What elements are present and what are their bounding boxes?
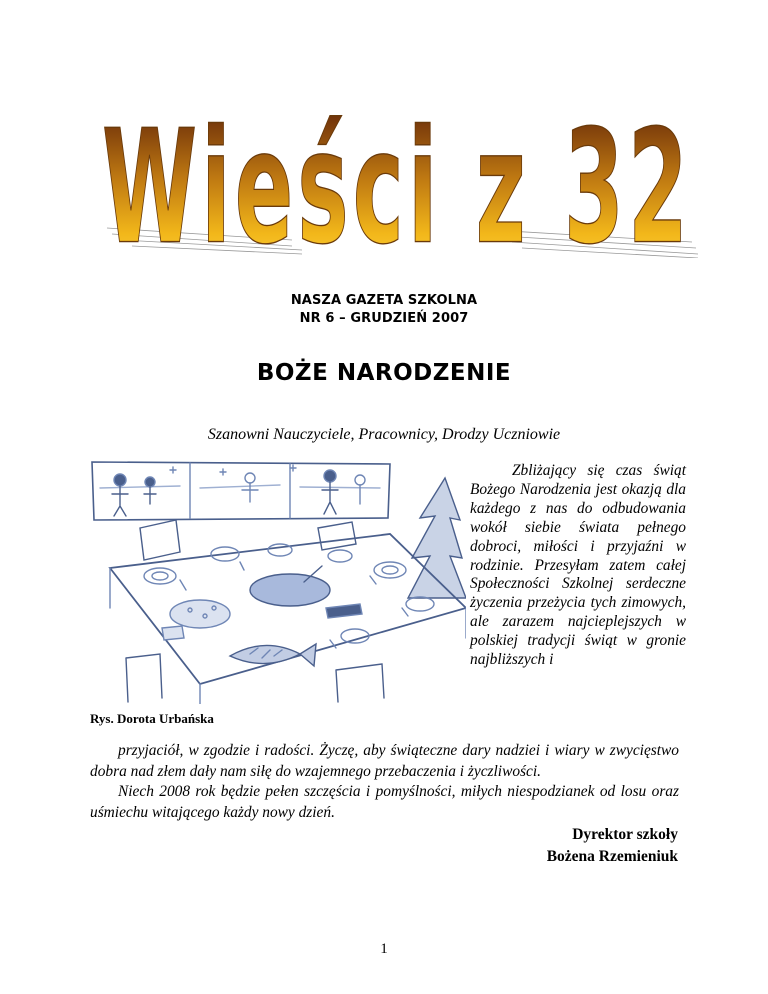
- masthead-wordart: [92, 78, 702, 258]
- letter-signature: [547, 824, 678, 868]
- section-title: BOŻE NARODZENIE: [256, 360, 512, 386]
- letter-body: [90, 741, 679, 823]
- subtitle-line-2: NR 6 – GRUDZIEŃ 2007: [299, 311, 469, 326]
- masthead-title: Wieści z 32: [101, 97, 692, 258]
- letter-intro-text: Zbliżający się czas świąt Bożego Narodzenia jest okazją dla każdego z nas do odbudowania wokół siebie świata pełnego dobroci, miłości i przyjaźni w rodzinie. Przesyłam zatem całej Społeczności Szkolnej serdeczne życzenia przeżycia tych zimowych, ale zarazem najcieplejszych w polskiej tradycji świąt w gronie najbliższych i: [470, 462, 686, 669]
- page-number: 1: [380, 941, 388, 957]
- letter-intro-paragraph: [470, 462, 686, 670]
- letter-greeting: Szanowni Nauczyciele, Pracownicy, Drodzy Uczniowie: [207, 426, 561, 443]
- subtitle-line-1: NASZA GAZETA SZKOLNA: [290, 293, 478, 308]
- signature-role: Dyrektor szkoły: [572, 826, 678, 843]
- christmas-table-drawing: [90, 458, 466, 704]
- newspaper-subtitle: [0, 292, 768, 328]
- christmas-table-sketch: [90, 458, 466, 704]
- letter-paragraph-continued: przyjaciół, w zgodzie i radości. Życzę, aby świąteczne dary nadziei i wiary w zwycięstwo dobra nad złem dały nam siłę do wzajemnego przebaczenia i życzliwości.: [90, 742, 679, 780]
- newspaper-masthead: [92, 78, 702, 258]
- signature-name: Bożena Rzemieniuk: [546, 848, 678, 865]
- illustration-caption: Rys. Dorota Urbańska: [90, 711, 214, 726]
- letter-paragraph-2: Niech 2008 rok będzie pełen szczęścia i pomyślności, miłych niespodzianek od losu oraz uśmiechu witającego każdy nowy dzień.: [90, 783, 679, 821]
